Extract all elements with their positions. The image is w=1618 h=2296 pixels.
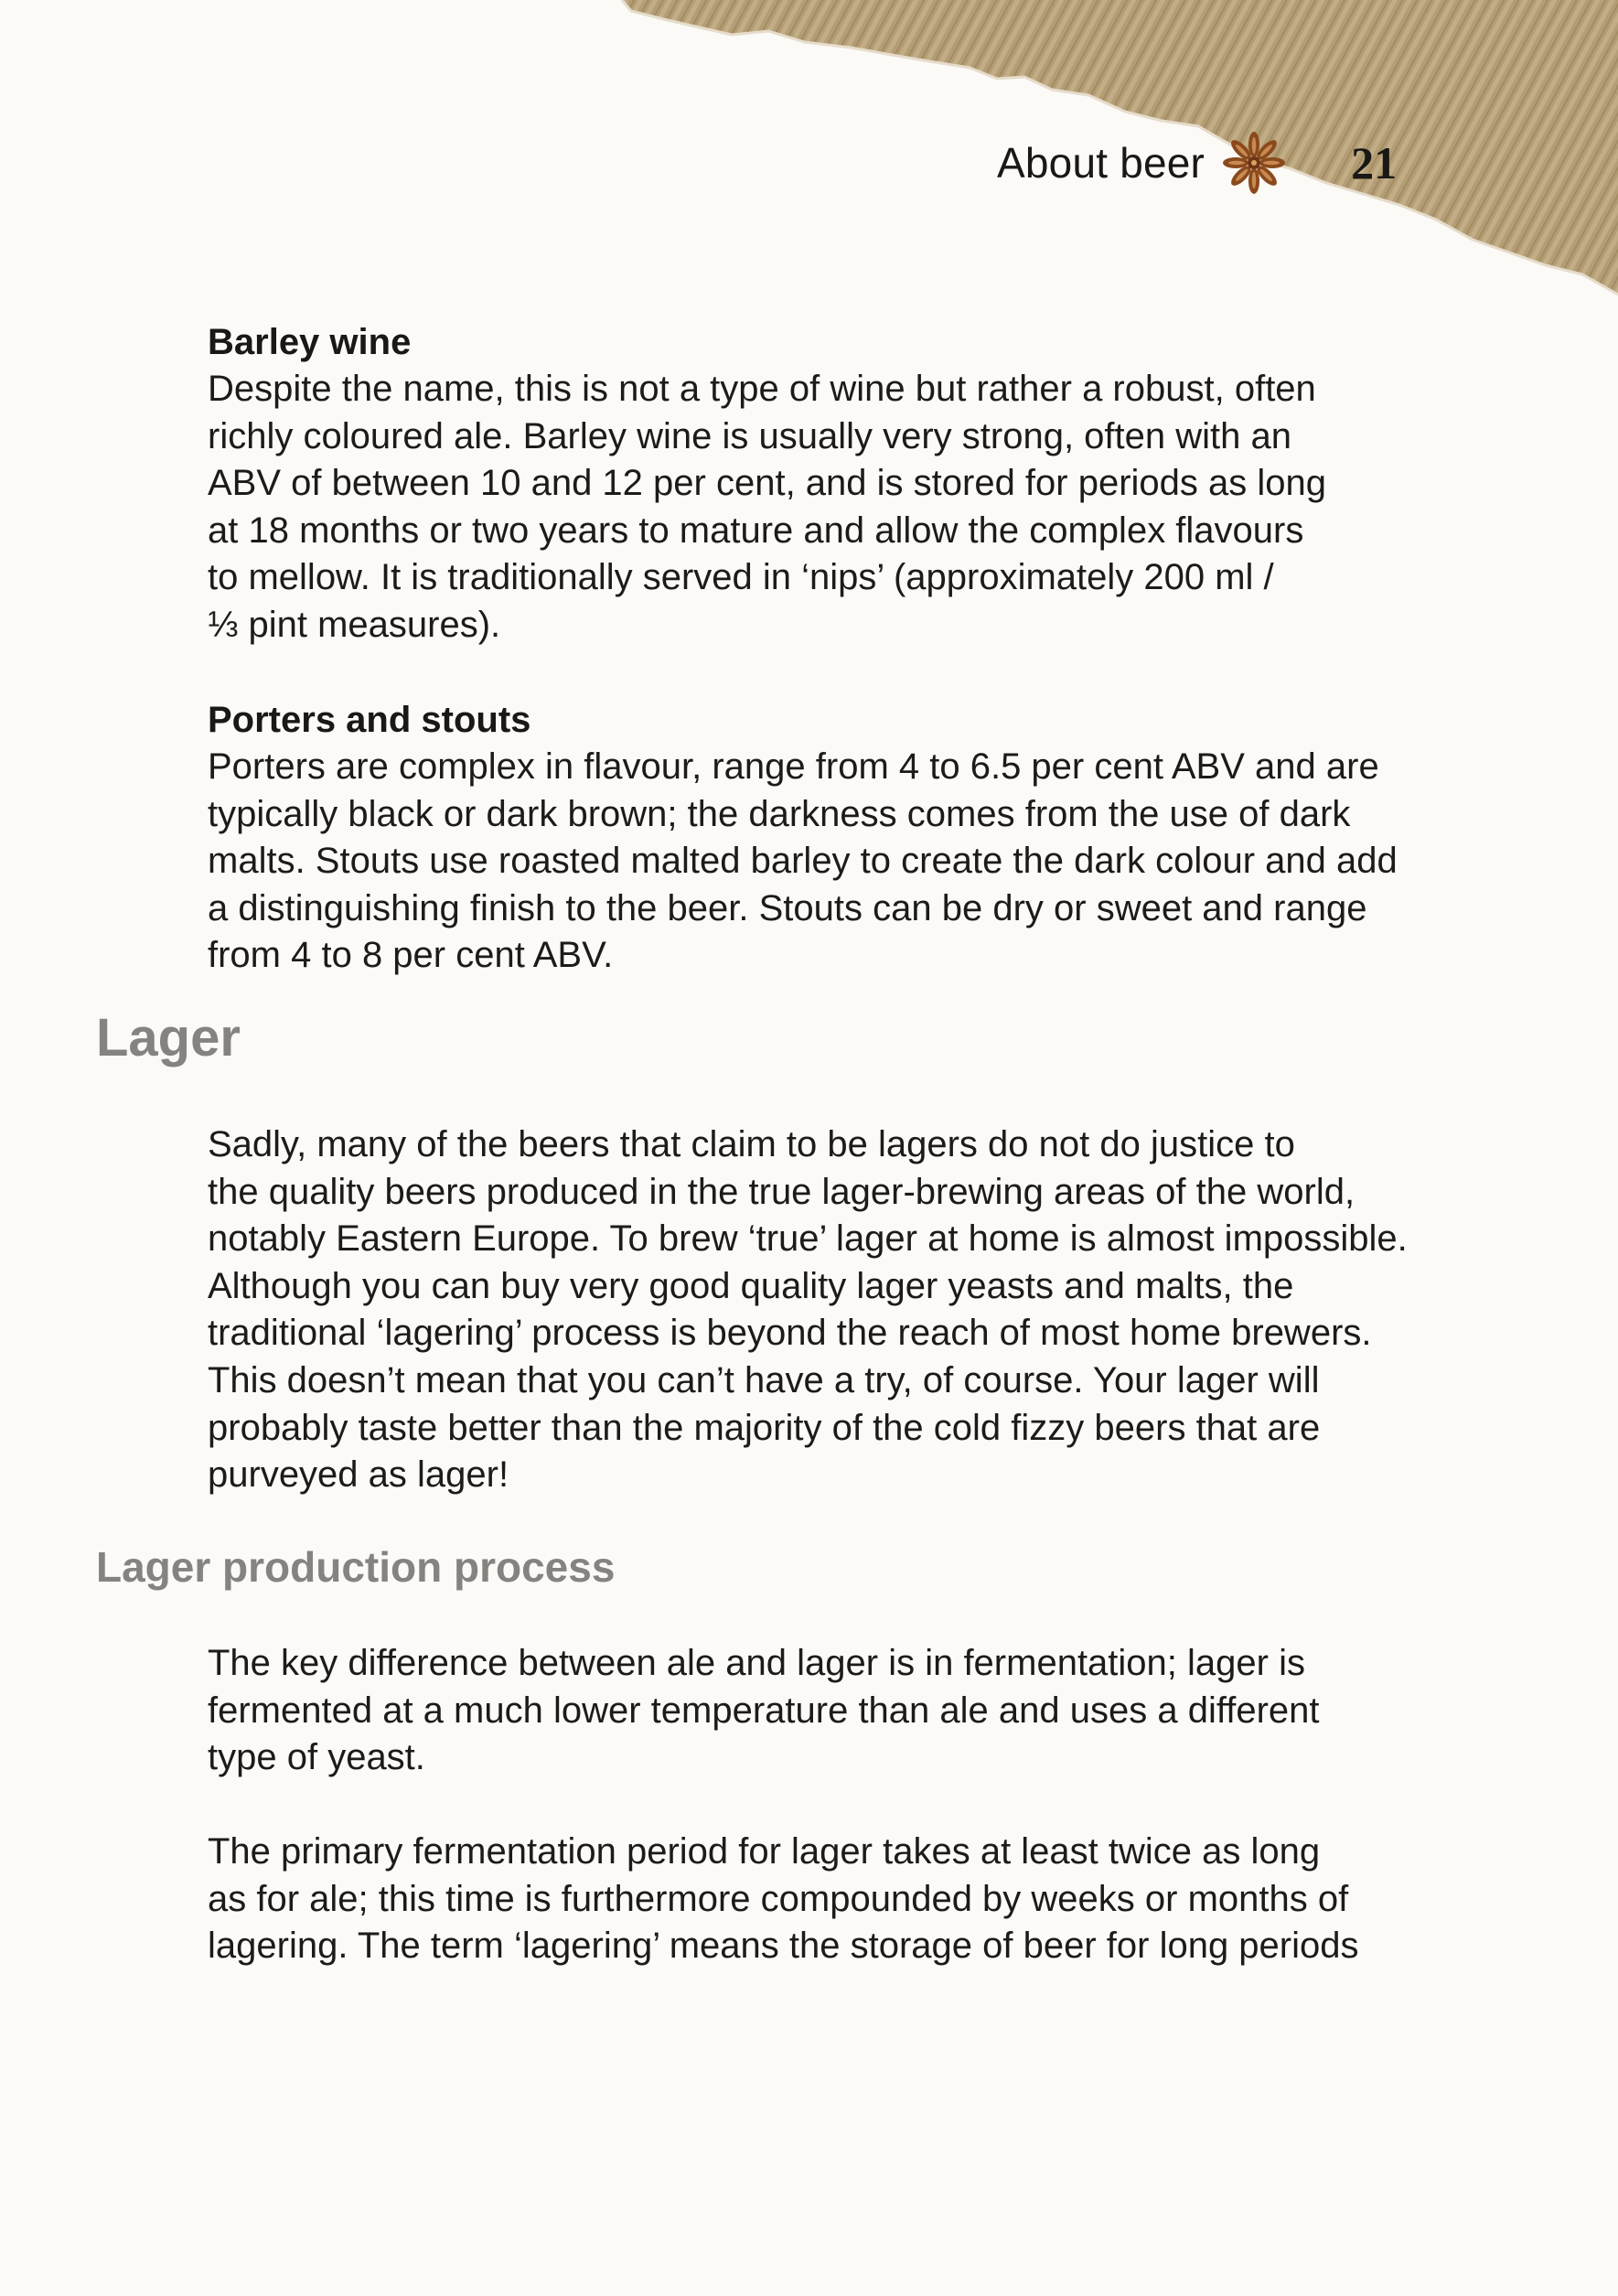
porters-stouts-title: Porters and stouts	[208, 700, 531, 740]
barley-wine-body: Despite the name, this is not a type of wine but rather a robust, often richly coloured ale. Barley wine is usually very strong, often with an ABV of between 10 and 12 per cent, and is stored for periods as long at 18 months or two years to mature and allow the complex flavours to mellow. It is traditionally served in ‘nips’ (approximately 200 ml / ⅓ pint measures).	[208, 369, 1327, 645]
lager-production-para-2: The primary fermentation period for lager takes at least twice as long as for ale; this time is furthermore compounded by weeks or months of lagering. The term ‘lagering’ means the storage of beer for long periods	[208, 1831, 1359, 1967]
barley-wine-title: Barley wine	[208, 322, 412, 362]
lager-heading: Lager	[96, 1008, 241, 1068]
lager-production-heading: Lager production process	[96, 1543, 616, 1591]
page-number: 21	[1351, 137, 1398, 188]
section-title: About beer	[997, 139, 1205, 187]
lager-production-para-2-block	[208, 1829, 1452, 1970]
barley-wine-section	[208, 318, 1452, 649]
running-head	[997, 135, 1397, 190]
lager-section	[208, 1121, 1452, 1499]
lager-body: Sadly, many of the beers that claim to be lagers do not do justice to the quality beers produced in the true lager-brewing areas of the world, notably Eastern Europe. To brew ‘true’ lager at home is almost impossible. Although you can buy very good quality lager yeasts and malts, the traditional ‘lagering’ process is beyond the reach of most home brewers. This doesn’t mean that you can’t have a try, of course. Your lager will probably taste better than the majority of the cold fizzy beers that are purveyed as lager!	[208, 1124, 1408, 1496]
porters-stouts-section	[208, 696, 1452, 980]
lager-production-para-1-block	[208, 1640, 1452, 1782]
lager-production-para-1: The key difference between ale and lager is in fermentation; lager is fermented at a much lower temperature than ale and uses a different type of yeast.	[208, 1643, 1320, 1778]
flower-icon	[1221, 130, 1287, 196]
porters-stouts-body: Porters are complex in flavour, range from 4 to 6.5 per cent ABV and are typically black or dark brown; the darkness comes from the use of dark malts. Stouts use roasted malted barley to create the dark colour and add a distinguishing finish to the beer. Stouts can be dry or sweet and range from 4 to 8 per cent ABV.	[208, 746, 1398, 976]
